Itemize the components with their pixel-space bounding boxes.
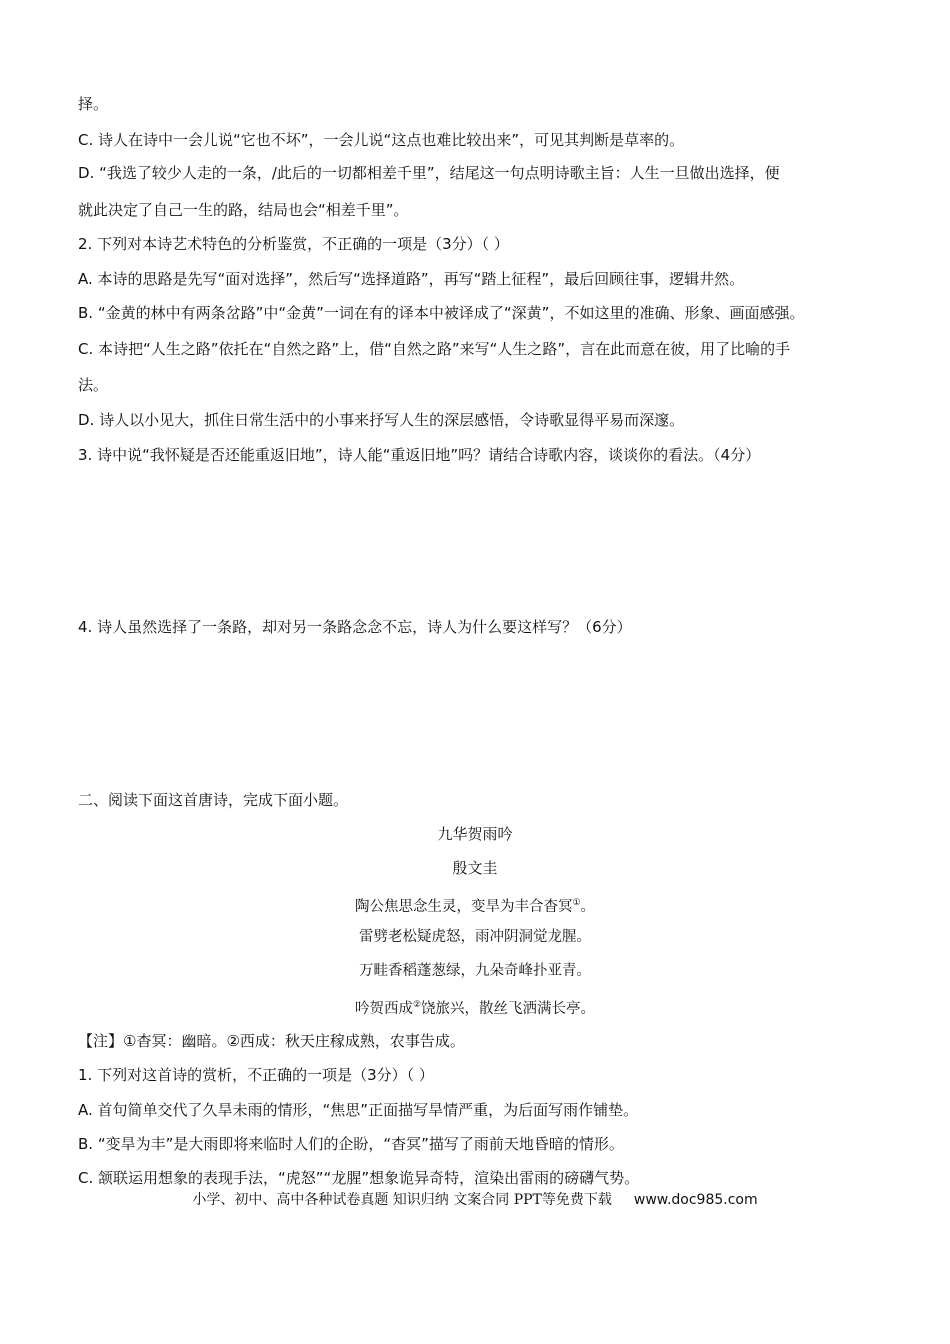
footer-text: 小学、初中、高中各种试卷真题 知识归纳 文案合同 PPT等免费下载 — [192, 1192, 612, 1208]
q2-option-c-line1: C. 本诗把“人生之路”依托在“自然之路”上，借“自然之路”来写“人生之路”，言在此而意在彼，用了比喻的手 — [78, 340, 791, 358]
footnote-mark-2: ② — [412, 1000, 422, 1010]
poem-line-4-part-b: 饶旅兴，散丝飞洒满长亭。 — [421, 1000, 596, 1017]
part2-q1-stem: 1. 下列对这首诗的赏析，不正确的一项是（3分）（ ） — [78, 1066, 434, 1084]
q1-option-c: C. 诗人在诗中一会儿说“它也不坏”，一会儿说“这点也难比较出来”，可见其判断是草率的。 — [78, 131, 685, 149]
poem-author: 殷文圭 — [452, 859, 498, 877]
q2-option-b: B. “金黄的林中有两条岔路”中“金黄”一词在有的译本中被译成了“深黄”，不如这里的准确、形象、画面感强。 — [78, 304, 805, 322]
section-2-heading: 二、阅读下面这首唐诗，完成下面小题。 — [78, 791, 349, 809]
q2-stem: 2. 下列对本诗艺术特色的分析鉴赏，不正确的一项是（3分）（ ） — [78, 235, 509, 253]
footnote-mark-1: ① — [572, 898, 581, 908]
poem-line-3: 万畦香稻蓬葱绿，九朵奇峰扑亚青。 — [359, 963, 591, 979]
poem-title: 九华贺雨吟 — [437, 825, 513, 843]
q2-option-d: D. 诗人以小见大，抓住日常生活中的小事来抒写人生的深层感悟，令诗歌显得平易而深邃。 — [78, 411, 685, 429]
poem-line-4 — [0, 995, 950, 1019]
q3-question: 3. 诗中说“我怀疑是否还能重返旧地”，诗人能“重返旧地”吗？请结合诗歌内容，谈谈你的看法。（4分） — [78, 446, 761, 464]
poem-line-4-part-a: 吟贺西成 — [354, 1000, 413, 1017]
page-footer — [0, 1190, 950, 1210]
q2-option-c-line2: 法。 — [78, 376, 109, 394]
poem-line-2: 雷劈老松疑虎怒，雨冲阴洞觉龙腥。 — [359, 929, 591, 945]
poem-line-1-text: 陶公焦思念生灵，变旱为丰合杳冥 — [354, 898, 573, 915]
poem-note: 【注】①杳冥：幽暗。②西成：秋天庄稼成熟，农事告成。 — [78, 1032, 465, 1050]
q4-question: 4. 诗人虽然选择了一条路，却对另一条路念念不忘，诗人为什么要这样写？（6分） — [78, 618, 632, 636]
part2-q1-option-a: A. 首句简单交代了久旱未雨的情形，“焦思”正面描写旱情严重，为后面写雨作铺垫。 — [78, 1101, 639, 1119]
footer-url[interactable]: www.doc985.com — [633, 1192, 758, 1208]
q1-option-d-line2: 就此决定了自己一生的路，结局也会“相差千里”。 — [78, 201, 409, 219]
part2-q1-option-b: B. “变旱为丰”是大雨即将来临时人们的企盼，“杳冥”描写了雨前天地昏暗的情形。 — [78, 1135, 624, 1153]
poem-line-1 — [0, 893, 950, 917]
q1-option-b-tail: 择。 — [78, 95, 109, 113]
q1-option-d-line1: D. “我选了较少人走的一条，/此后的一切都相差千里”，结尾这一句点明诗歌主旨：人生一旦做出选择，便 — [78, 164, 780, 182]
q2-option-a: A. 本诗的思路是先写“面对选择”，然后写“选择道路”，再写“踏上征程”，最后回顾往事，逻辑井然。 — [78, 270, 745, 288]
poem-line-1-end: 。 — [580, 898, 596, 915]
part2-q1-option-c: C. 颔联运用想象的表现手法，“虎怒”“龙腥”想象诡异奇特，渲染出雷雨的磅礴气势。 — [78, 1169, 640, 1187]
